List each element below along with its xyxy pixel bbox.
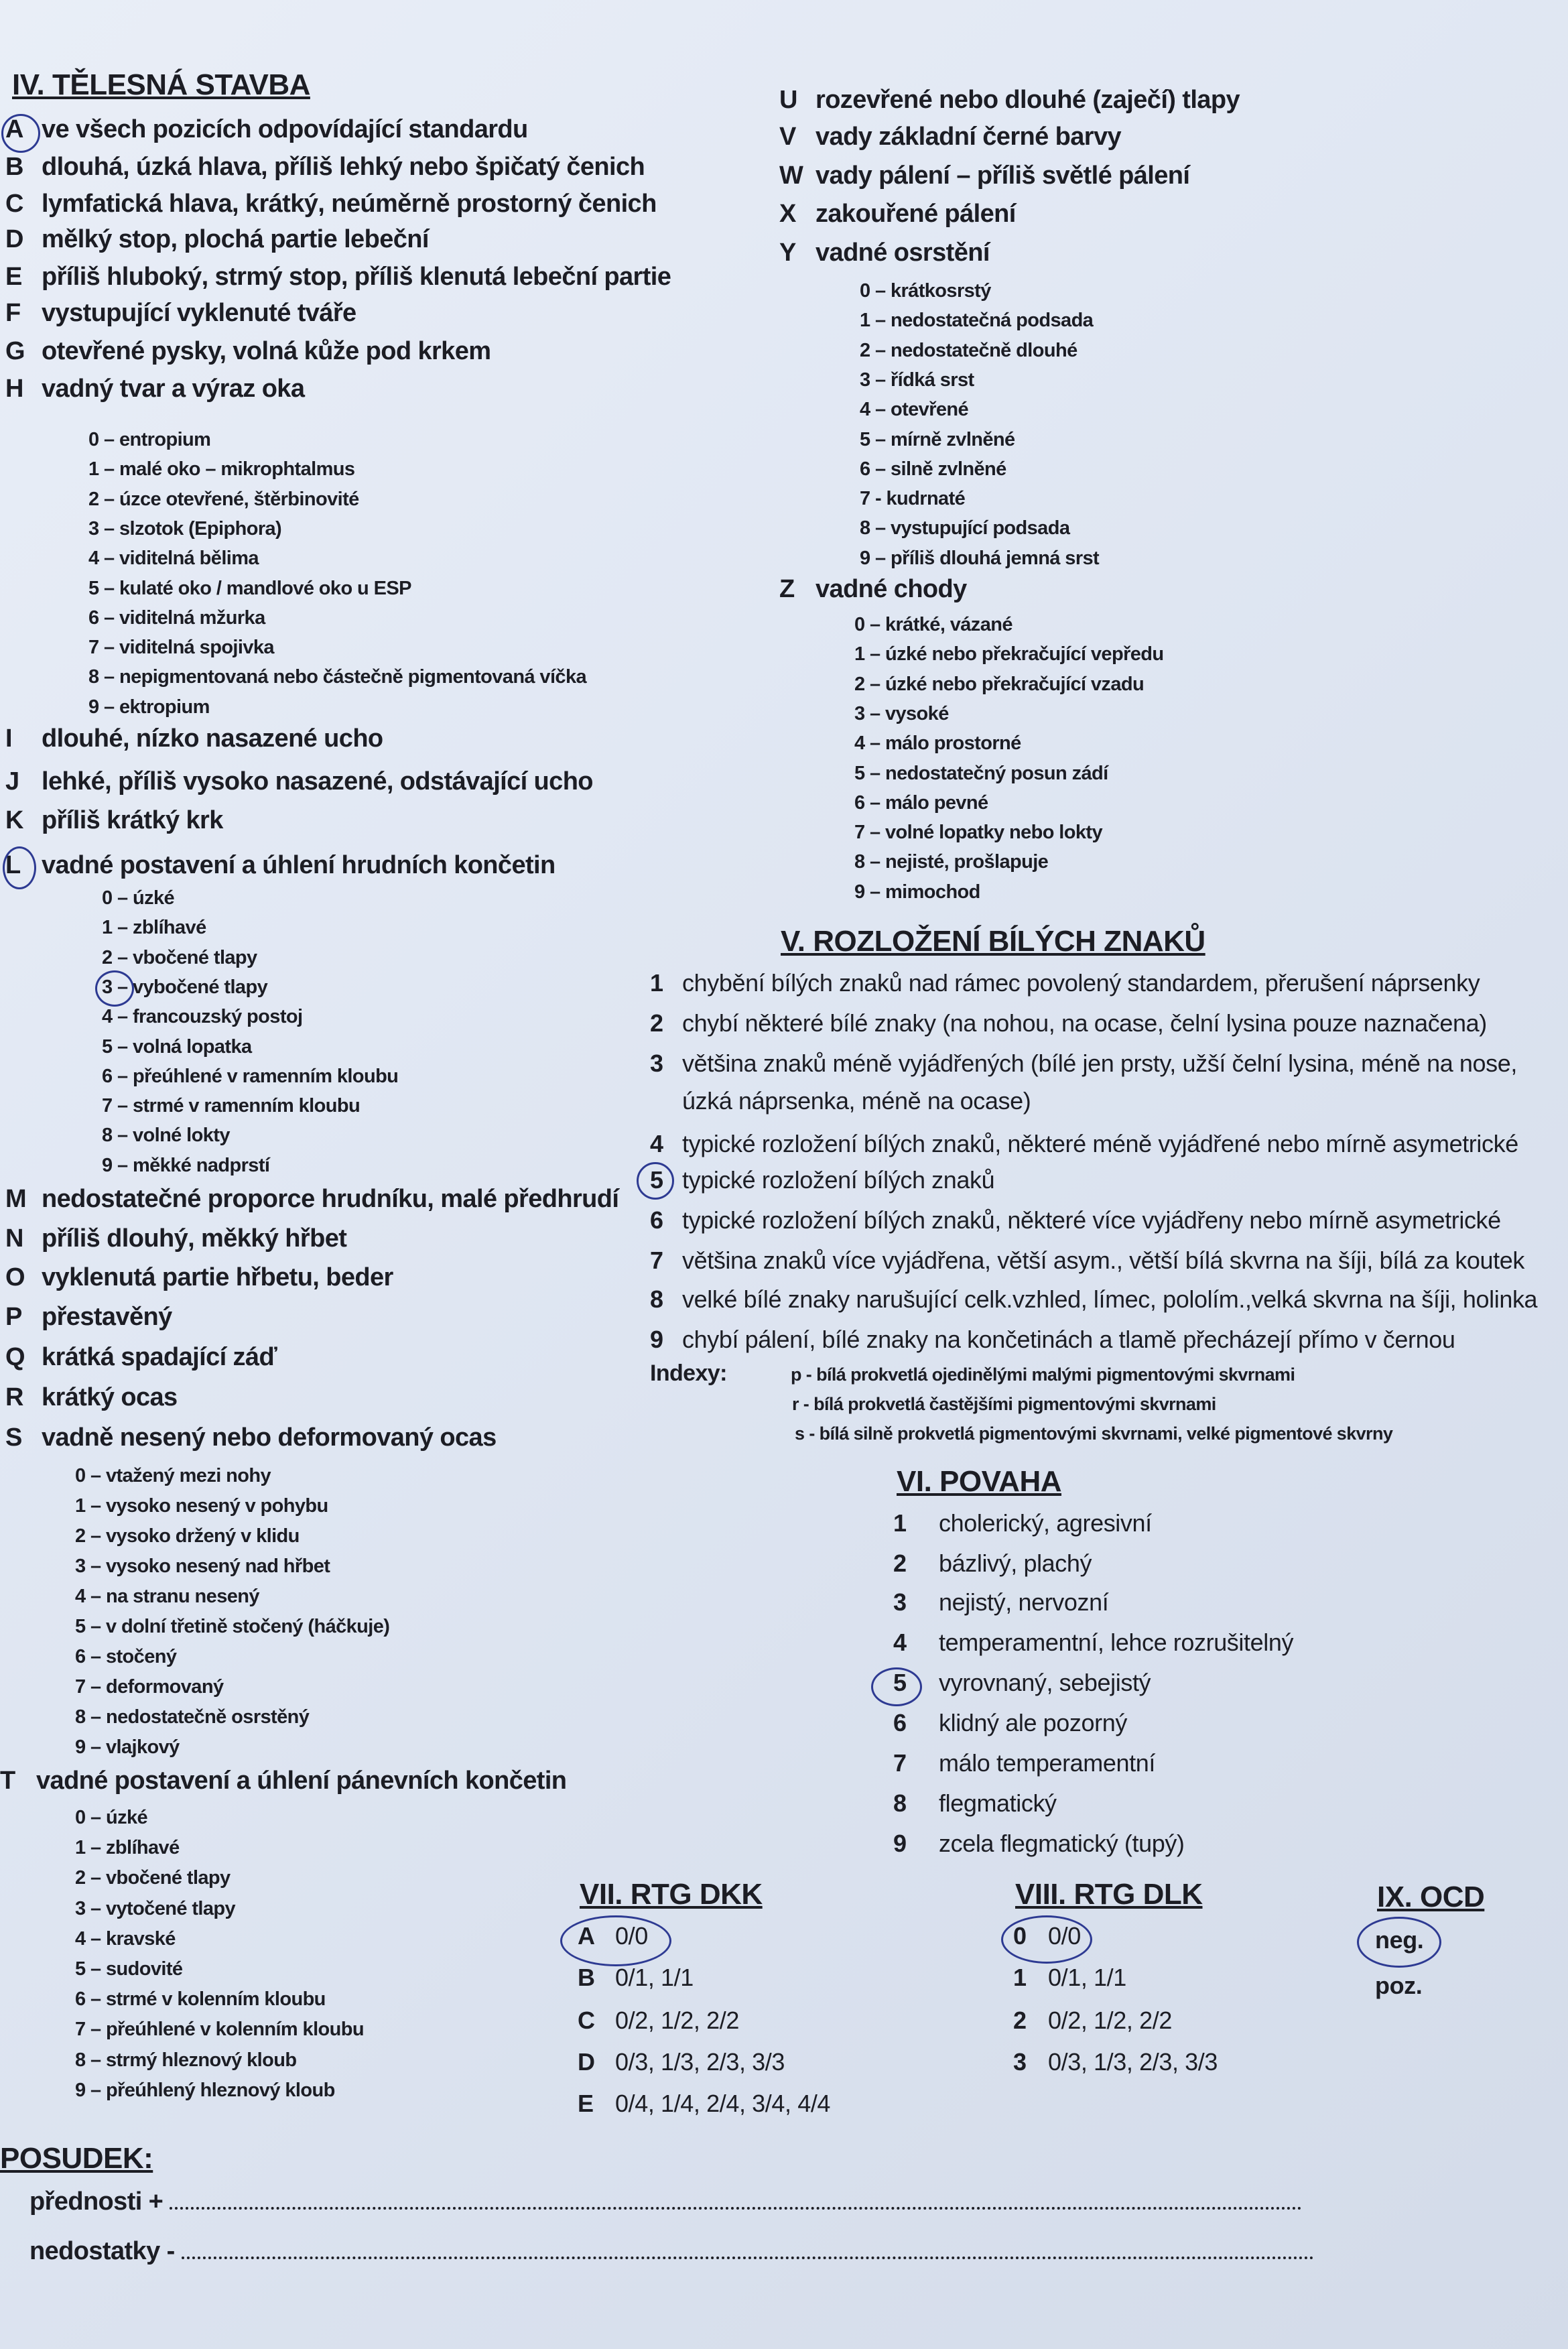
vi-item-0 xyxy=(893,1509,1152,1537)
v-item-4-text: typické rozložení bílých znaků xyxy=(682,1166,995,1194)
v-item-5-key: 6 xyxy=(650,1206,663,1234)
iv-item-t-key: T xyxy=(0,1767,15,1795)
iv-item3-0-text: nedostatečné proporce hrudníku, malé předhrudí xyxy=(42,1185,619,1213)
iv-t-sub-2: 2 – vbočené tlapy xyxy=(75,1867,231,1889)
viii-item-3-key: 3 xyxy=(1013,2048,1027,2076)
vi-item-6-text: málo temperamentní xyxy=(939,1749,1155,1777)
iv-item2-3 xyxy=(5,851,556,880)
vi-item-0-text: cholerický, agresivní xyxy=(939,1509,1152,1537)
iv-item-7 xyxy=(5,375,304,403)
right-y-sub-5: 5 – mírně zvlněné xyxy=(860,428,1015,450)
iv-item2-2-key: K xyxy=(5,806,23,834)
iv-item-2-key: C xyxy=(5,190,23,218)
vi-item-0-key: 1 xyxy=(893,1509,907,1537)
iv-item-1-text: dlouhá, úzká hlava, příliš lehký nebo špičatý čenich xyxy=(42,153,645,181)
vii-item-2-key: C xyxy=(578,2007,595,2034)
circle-mark-vi5 xyxy=(871,1667,922,1706)
iv-s-sub-2: 2 – vysoko držený v klidu xyxy=(75,1525,300,1547)
v-item-2-key: 3 xyxy=(650,1050,663,1077)
iv-item-1-key: B xyxy=(5,153,23,181)
iv-item2-1 xyxy=(5,767,593,796)
right-item-0-key: U xyxy=(779,86,797,114)
vi-item-4 xyxy=(893,1669,1151,1697)
right-item-z-text: vadné chody xyxy=(815,575,967,603)
v-item-1-key: 2 xyxy=(650,1009,663,1037)
vi-item-5-key: 6 xyxy=(893,1709,907,1736)
iv-item3-4-text: krátká spadající záď xyxy=(42,1343,277,1371)
iv-item3-2 xyxy=(5,1263,393,1292)
iv-h-sub-2: 2 – úzce otevřené, štěrbinovité xyxy=(88,488,359,510)
circle-mark-vii-a xyxy=(560,1915,671,1966)
iv-h-sub-8: 8 – nepigmentovaná nebo částečně pigmentovaná víčka xyxy=(88,666,586,688)
vii-item-3-text: 0/3, 1/3, 2/3, 3/3 xyxy=(615,2048,785,2076)
iv-item3-3 xyxy=(5,1303,172,1332)
iv-s-sub-6: 6 – stočený xyxy=(75,1646,177,1667)
v-item-1-text: chybí některé bílé znaky (na nohou, na ocase, čelní lysina pouze naznačena) xyxy=(682,1009,1487,1037)
v-item-5-text: typické rozložení bílých znaků, některé více vyjádřeny nebo mírně asymetrické xyxy=(682,1206,1501,1234)
iv-item3-2-key: O xyxy=(5,1263,25,1291)
right-item-1-text: vady základní černé barvy xyxy=(815,123,1122,151)
iv-t-sub-3: 3 – vytočené tlapy xyxy=(75,1897,236,1919)
vi-item-7-key: 8 xyxy=(893,1789,907,1817)
vi-item-7 xyxy=(893,1789,1057,1818)
circle-mark-viii-0 xyxy=(1001,1915,1092,1964)
v-item-7-text: velké bílé znaky narušující celk.vzhled, límec, pololím.,velká skvrna na šíji, holinka xyxy=(682,1285,1538,1313)
right-z-sub-1: 1 – úzké nebo překračující vepředu xyxy=(854,643,1164,665)
iv-item3-5-text: krátký ocas xyxy=(42,1383,178,1411)
iv-item2-2-text: příliš krátký krk xyxy=(42,806,223,834)
iv-l-sub-0: 0 – úzké xyxy=(102,887,175,909)
iv-item-0 xyxy=(5,115,528,144)
iv-s-sub-4: 4 – na stranu nesený xyxy=(75,1586,259,1607)
v-item-6-key: 7 xyxy=(650,1247,663,1274)
v-item-2-text: většina znaků méně vyjádřených (bílé jen prsty, užší čelní lysina, méně na nose, xyxy=(682,1050,1517,1077)
iv-h-sub-7: 7 – viditelná spojivka xyxy=(88,637,274,659)
iv-l-sub-6: 6 – přeúhlené v ramenním kloubu xyxy=(102,1065,399,1087)
iv-h-sub-1: 1 – malé oko – mikrophtalmus xyxy=(88,458,355,481)
viii-item-0-text: 0/0 xyxy=(1048,1922,1081,1950)
vii-item-0-text: 0/0 xyxy=(615,1922,648,1950)
iv-item-3-text: mělký stop, plochá partie lebeční xyxy=(42,225,429,253)
prednosti-line[interactable] xyxy=(170,2207,1302,2210)
v-item-8-key: 9 xyxy=(650,1326,663,1353)
vii-item-1 xyxy=(578,1964,694,1992)
iv-item-6-text: otevřené pysky, volná kůže pod krkem xyxy=(42,337,491,365)
right-z-sub-8: 8 – nejisté, prošlapuje xyxy=(854,851,1049,873)
iv-item-4-key: E xyxy=(5,263,22,291)
section-viii-title: VIII. RTG DLK xyxy=(1015,1878,1203,1911)
v-item-8 xyxy=(650,1326,1455,1354)
v-item-3 xyxy=(650,1130,1518,1158)
prednosti-label: přednosti + xyxy=(29,2187,164,2216)
v-item-2 xyxy=(650,1050,1517,1078)
ix-item-1: poz. xyxy=(1375,1972,1423,1999)
vii-item-4-key: E xyxy=(578,2090,594,2117)
v-item-6-text: většina znaků více vyjádřena, větší asym., větší bílá skvrna na šíji, bílá za koutek xyxy=(682,1247,1524,1274)
right-y-sub-8: 8 – vystupující podsada xyxy=(860,517,1070,539)
right-item-4 xyxy=(779,239,990,267)
iv-l-sub-8: 8 – volné lokty xyxy=(102,1125,230,1147)
vi-item-4-text: vyrovnaný, sebejistý xyxy=(939,1669,1151,1696)
posudek-title: POSUDEK: xyxy=(0,2142,153,2175)
iv-item3-4-key: Q xyxy=(5,1343,25,1371)
iv-item-2-text: lymfatická hlava, krátký, neúměrně prostorný čenich xyxy=(42,190,657,218)
viii-item-3 xyxy=(1013,2048,1218,2076)
iv-item-3-key: D xyxy=(5,225,23,253)
v-item-0 xyxy=(650,969,1480,997)
vii-item-4 xyxy=(578,2090,830,2118)
section-vii-title: VII. RTG DKK xyxy=(580,1878,763,1911)
vi-item-6 xyxy=(893,1749,1155,1777)
iv-item-6 xyxy=(5,337,491,366)
iv-item3-6 xyxy=(5,1423,497,1452)
iv-item2-3-text: vadné postavení a úhlení hrudních končetin xyxy=(42,851,556,879)
right-y-sub-9: 9 – příliš dlouhá jemná srst xyxy=(860,547,1100,569)
vi-item-3-key: 4 xyxy=(893,1629,907,1656)
iv-t-sub-9: 9 – přeúhlený hleznový kloub xyxy=(75,2079,335,2101)
iv-item-4 xyxy=(5,263,671,292)
section-v-title: V. ROZLOŽENÍ BÍLÝCH ZNAKŮ xyxy=(781,925,1205,958)
right-z-sub-4: 4 – málo prostorné xyxy=(854,733,1021,755)
iv-item-7-text: vadný tvar a výraz oka xyxy=(42,375,305,403)
viii-item-2-text: 0/2, 1/2, 2/2 xyxy=(1048,2007,1172,2034)
iv-l-sub-7: 7 – strmé v ramenním kloubu xyxy=(102,1095,361,1117)
iv-h-sub-4: 4 – viditelná bělima xyxy=(88,548,259,570)
vii-item-1-key: B xyxy=(578,1964,595,1991)
iv-l-sub-2: 2 – vbočené tlapy xyxy=(102,946,257,968)
iv-item3-0 xyxy=(5,1185,618,1214)
vi-item-5 xyxy=(893,1709,1127,1737)
iv-item2-0-text: dlouhé, nízko nasazené ucho xyxy=(42,724,383,753)
iv-item2-0-key: I xyxy=(5,724,12,753)
iv-h-sub-9: 9 – ektropium xyxy=(88,696,210,718)
v-item-6 xyxy=(650,1247,1524,1275)
vi-item-1-text: bázlivý, plachý xyxy=(939,1549,1092,1577)
v-item-1 xyxy=(650,1009,1487,1037)
iv-item2-2 xyxy=(5,806,223,835)
iv-item-4-text: příliš hluboký, strmý stop, příliš klenutá lebeční partie xyxy=(42,263,671,291)
right-item-3-key: X xyxy=(779,200,796,228)
vi-item-7-text: flegmatický xyxy=(939,1789,1057,1817)
iv-l-sub-5: 5 – volná lopatka xyxy=(102,1035,252,1058)
right-item-0 xyxy=(779,86,1240,115)
v-item-5 xyxy=(650,1206,1501,1234)
vi-item-1 xyxy=(893,1549,1092,1578)
right-item-2-text: vady pálení – příliš světlé pálení xyxy=(815,162,1190,190)
iv-s-sub-3: 3 – vysoko nesený nad hřbet xyxy=(75,1556,330,1577)
v-item-2-cont: úzká náprsenka, méně na ocase) xyxy=(682,1087,1031,1115)
iv-t-sub-1: 1 – zblíhavé xyxy=(75,1837,180,1859)
right-item-3-text: zakouřené pálení xyxy=(815,200,1016,228)
iv-h-sub-0: 0 – entropium xyxy=(88,429,211,450)
iv-item3-5 xyxy=(5,1383,178,1412)
circle-mark-v5 xyxy=(637,1162,674,1200)
circle-mark-iv-l xyxy=(3,846,36,889)
v-item-7 xyxy=(650,1285,1537,1314)
v-item-4-key: 5 xyxy=(650,1166,663,1194)
iv-s-sub-8: 8 – nedostatečně osrstěný xyxy=(75,1706,310,1728)
iv-s-sub-9: 9 – vlajkový xyxy=(75,1736,180,1758)
circle-mark-iv-a xyxy=(1,114,40,153)
iv-item-3 xyxy=(5,225,429,254)
right-z-sub-0: 0 – krátké, vázané xyxy=(854,614,1012,635)
right-z-sub-2: 2 – úzké nebo překračující vzadu xyxy=(854,673,1145,695)
iv-item3-1-key: N xyxy=(5,1224,23,1253)
right-y-sub-4: 4 – otevřené xyxy=(860,399,969,421)
iv-t-sub-5: 5 – sudovité xyxy=(75,1958,183,1980)
v-item-3-text: typické rozložení bílých znaků, některé méně vyjádřené nebo mírně asymetrické xyxy=(682,1130,1518,1157)
right-item-1 xyxy=(779,123,1121,151)
iv-item-t xyxy=(0,1767,566,1795)
right-item-2 xyxy=(779,162,1189,190)
v-item-3-key: 4 xyxy=(650,1130,663,1157)
vii-item-0-key: A xyxy=(578,1922,595,1950)
right-y-sub-3: 3 – řídká srst xyxy=(860,369,974,391)
iv-t-sub-4: 4 – kravské xyxy=(75,1927,176,1950)
nedostatky-label: nedostatky - xyxy=(29,2237,175,2265)
iv-item-5 xyxy=(5,299,356,328)
iv-t-sub-7: 7 – přeúhlené v kolenním kloubu xyxy=(75,2019,364,2041)
vii-item-2-text: 0/2, 1/2, 2/2 xyxy=(615,2007,739,2034)
iv-s-sub-7: 7 – deformovaný xyxy=(75,1676,224,1698)
iv-l-sub-3: 3 – vybočené tlapy xyxy=(102,976,268,998)
vi-item-8-key: 9 xyxy=(893,1830,907,1857)
iv-l-sub-1: 1 – zblíhavé xyxy=(102,917,206,939)
right-y-sub-2: 2 – nedostatečně dlouhé xyxy=(860,339,1077,361)
iv-item-2 xyxy=(5,190,657,218)
iv-item-0-key: A xyxy=(5,115,23,143)
iv-item3-0-key: M xyxy=(5,1185,27,1213)
iv-h-sub-6: 6 – viditelná mžurka xyxy=(88,607,265,629)
iv-h-sub-5: 5 – kulaté oko / mandlové oko u ESP xyxy=(88,577,411,599)
iv-item3-2-text: vyklenutá partie hřbetu, beder xyxy=(42,1263,393,1291)
right-z-sub-9: 9 – mimochod xyxy=(854,881,980,903)
prednosti-row xyxy=(29,2187,1302,2216)
vii-item-3 xyxy=(578,2048,785,2076)
iv-h-sub-3: 3 – slzotok (Epiphora) xyxy=(88,517,282,539)
right-z-sub-6: 6 – málo pevné xyxy=(854,791,988,814)
viii-item-2 xyxy=(1013,2007,1172,2035)
viii-item-1-key: 1 xyxy=(1013,1964,1027,1991)
vi-item-6-key: 7 xyxy=(893,1749,907,1777)
iv-item-1 xyxy=(5,153,645,182)
right-item-z-key: Z xyxy=(779,575,795,603)
right-z-sub-7: 7 – volné lopatky nebo lokty xyxy=(854,822,1102,844)
right-z-sub-3: 3 – vysoké xyxy=(854,702,949,724)
vi-item-5-text: klidný ale pozorný xyxy=(939,1709,1127,1736)
iv-item3-6-key: S xyxy=(5,1423,22,1452)
iv-item3-1 xyxy=(5,1224,346,1253)
iv-s-sub-1: 1 – vysoko nesený v pohybu xyxy=(75,1495,328,1517)
iv-item-5-key: F xyxy=(5,299,21,327)
viii-item-0-key: 0 xyxy=(1013,1922,1027,1950)
v-item-0-key: 1 xyxy=(650,969,663,997)
iv-item2-0 xyxy=(5,724,383,753)
vi-item-3-text: temperamentní, lehce rozrušitelný xyxy=(939,1629,1294,1656)
vi-item-4-key: 5 xyxy=(893,1669,907,1696)
iv-s-sub-0: 0 – vtažený mezi nohy xyxy=(75,1465,271,1486)
v-item-0-text: chybění bílých znaků nad rámec povolený standardem, přerušení náprsenky xyxy=(682,969,1480,997)
iv-item-0-text: ve všech pozicích odpovídající standardu xyxy=(42,115,528,143)
ix-item-0: neg. xyxy=(1375,1926,1424,1954)
section-iv-title: IV. TĚLESNÁ STAVBA xyxy=(12,68,310,101)
iv-l-sub-4: 4 – francouzský postoj xyxy=(102,1006,303,1028)
viii-item-1-text: 0/1, 1/1 xyxy=(1048,1964,1126,1991)
right-y-sub-0: 0 – krátkosrstý xyxy=(860,280,991,302)
vi-item-2 xyxy=(893,1588,1108,1616)
vi-item-1-key: 2 xyxy=(893,1549,907,1577)
vii-item-3-key: D xyxy=(578,2048,595,2076)
right-item-2-key: W xyxy=(779,162,803,190)
section-vi-title: VI. POVAHA xyxy=(897,1465,1062,1498)
vi-item-8 xyxy=(893,1830,1185,1858)
iv-item-6-key: G xyxy=(5,337,25,365)
section-ix-title: IX. OCD xyxy=(1377,1881,1485,1913)
iv-item3-3-key: P xyxy=(5,1303,22,1331)
viii-item-2-key: 2 xyxy=(1013,2007,1027,2034)
viii-item-3-text: 0/3, 1/3, 2/3, 3/3 xyxy=(1048,2048,1218,2076)
iv-l-sub-9: 9 – měkké nadprstí xyxy=(102,1154,270,1176)
vi-item-3 xyxy=(893,1629,1293,1657)
iv-item3-4 xyxy=(5,1343,277,1372)
nedostatky-line[interactable] xyxy=(182,2257,1314,2259)
vii-item-2 xyxy=(578,2007,739,2035)
vii-item-1-text: 0/1, 1/1 xyxy=(615,1964,694,1991)
v-item-4 xyxy=(650,1166,994,1194)
v-item-7-key: 8 xyxy=(650,1285,663,1313)
right-y-sub-7: 7 - kudrnaté xyxy=(860,488,966,510)
iv-item2-1-text: lehké, příliš vysoko nasazené, odstávající ucho xyxy=(42,767,593,796)
vi-item-8-text: zcela flegmatický (tupý) xyxy=(939,1830,1185,1857)
indexes-label: Indexy: xyxy=(650,1360,727,1386)
right-item-4-text: vadné osrstění xyxy=(815,239,990,267)
v-item-8-text: chybí pálení, bílé znaky na končetinách a tlamě přecházejí přímo v černou xyxy=(682,1326,1455,1353)
iv-t-sub-6: 6 – strmé v kolenním kloubu xyxy=(75,1988,326,2011)
circle-mark-ix-neg xyxy=(1357,1917,1441,1968)
index-2: s - bílá silně prokvetlá pigmentovými skvrnami, velké pigmentové skvrny xyxy=(795,1423,1393,1444)
iv-item3-5-key: R xyxy=(5,1383,23,1411)
iv-item3-6-text: vadně nesený nebo deformovaný ocas xyxy=(42,1423,497,1452)
iv-item2-1-key: J xyxy=(5,767,19,796)
right-item-0-text: rozevřené nebo dlouhé (zaječí) tlapy xyxy=(815,86,1240,114)
iv-t-sub-0: 0 – úzké xyxy=(75,1807,148,1828)
vi-item-2-text: nejistý, nervozní xyxy=(939,1588,1109,1616)
iv-item-t-text: vadné postavení a úhlení pánevních končetin xyxy=(36,1767,567,1795)
nedostatky-row xyxy=(29,2237,1314,2266)
iv-item3-3-text: přestavěný xyxy=(42,1303,172,1331)
iv-item3-1-text: příliš dlouhý, měkký hřbet xyxy=(42,1224,347,1253)
right-item-z xyxy=(779,575,967,604)
right-item-4-key: Y xyxy=(779,239,796,267)
iv-s-sub-5: 5 – v dolní třetině stočený (háčkuje) xyxy=(75,1616,390,1637)
right-item-3 xyxy=(779,200,1016,229)
vii-item-4-text: 0/4, 1/4, 2/4, 3/4, 4/4 xyxy=(615,2090,831,2117)
right-y-sub-6: 6 – silně zvlněné xyxy=(860,458,1006,480)
right-item-1-key: V xyxy=(779,123,796,151)
iv-item-7-key: H xyxy=(5,375,23,403)
right-y-sub-1: 1 – nedostatečná podsada xyxy=(860,310,1094,332)
circle-mark-iv-l3 xyxy=(95,970,134,1007)
right-z-sub-5: 5 – nedostatečný posun zádí xyxy=(854,762,1108,784)
vi-item-2-key: 3 xyxy=(893,1588,907,1616)
index-1: r - bílá prokvetlá častějšími pigmentovými skvrnami xyxy=(792,1394,1216,1414)
index-0: p - bílá prokvetlá ojedinělými malými pigmentovými skvrnami xyxy=(791,1364,1295,1385)
viii-item-1 xyxy=(1013,1964,1126,1992)
iv-t-sub-8: 8 – strmý hleznový kloub xyxy=(75,2049,297,2071)
iv-item-5-text: vystupující vyklenuté tváře xyxy=(42,299,356,327)
iv-item2-3-key: L xyxy=(5,851,21,879)
